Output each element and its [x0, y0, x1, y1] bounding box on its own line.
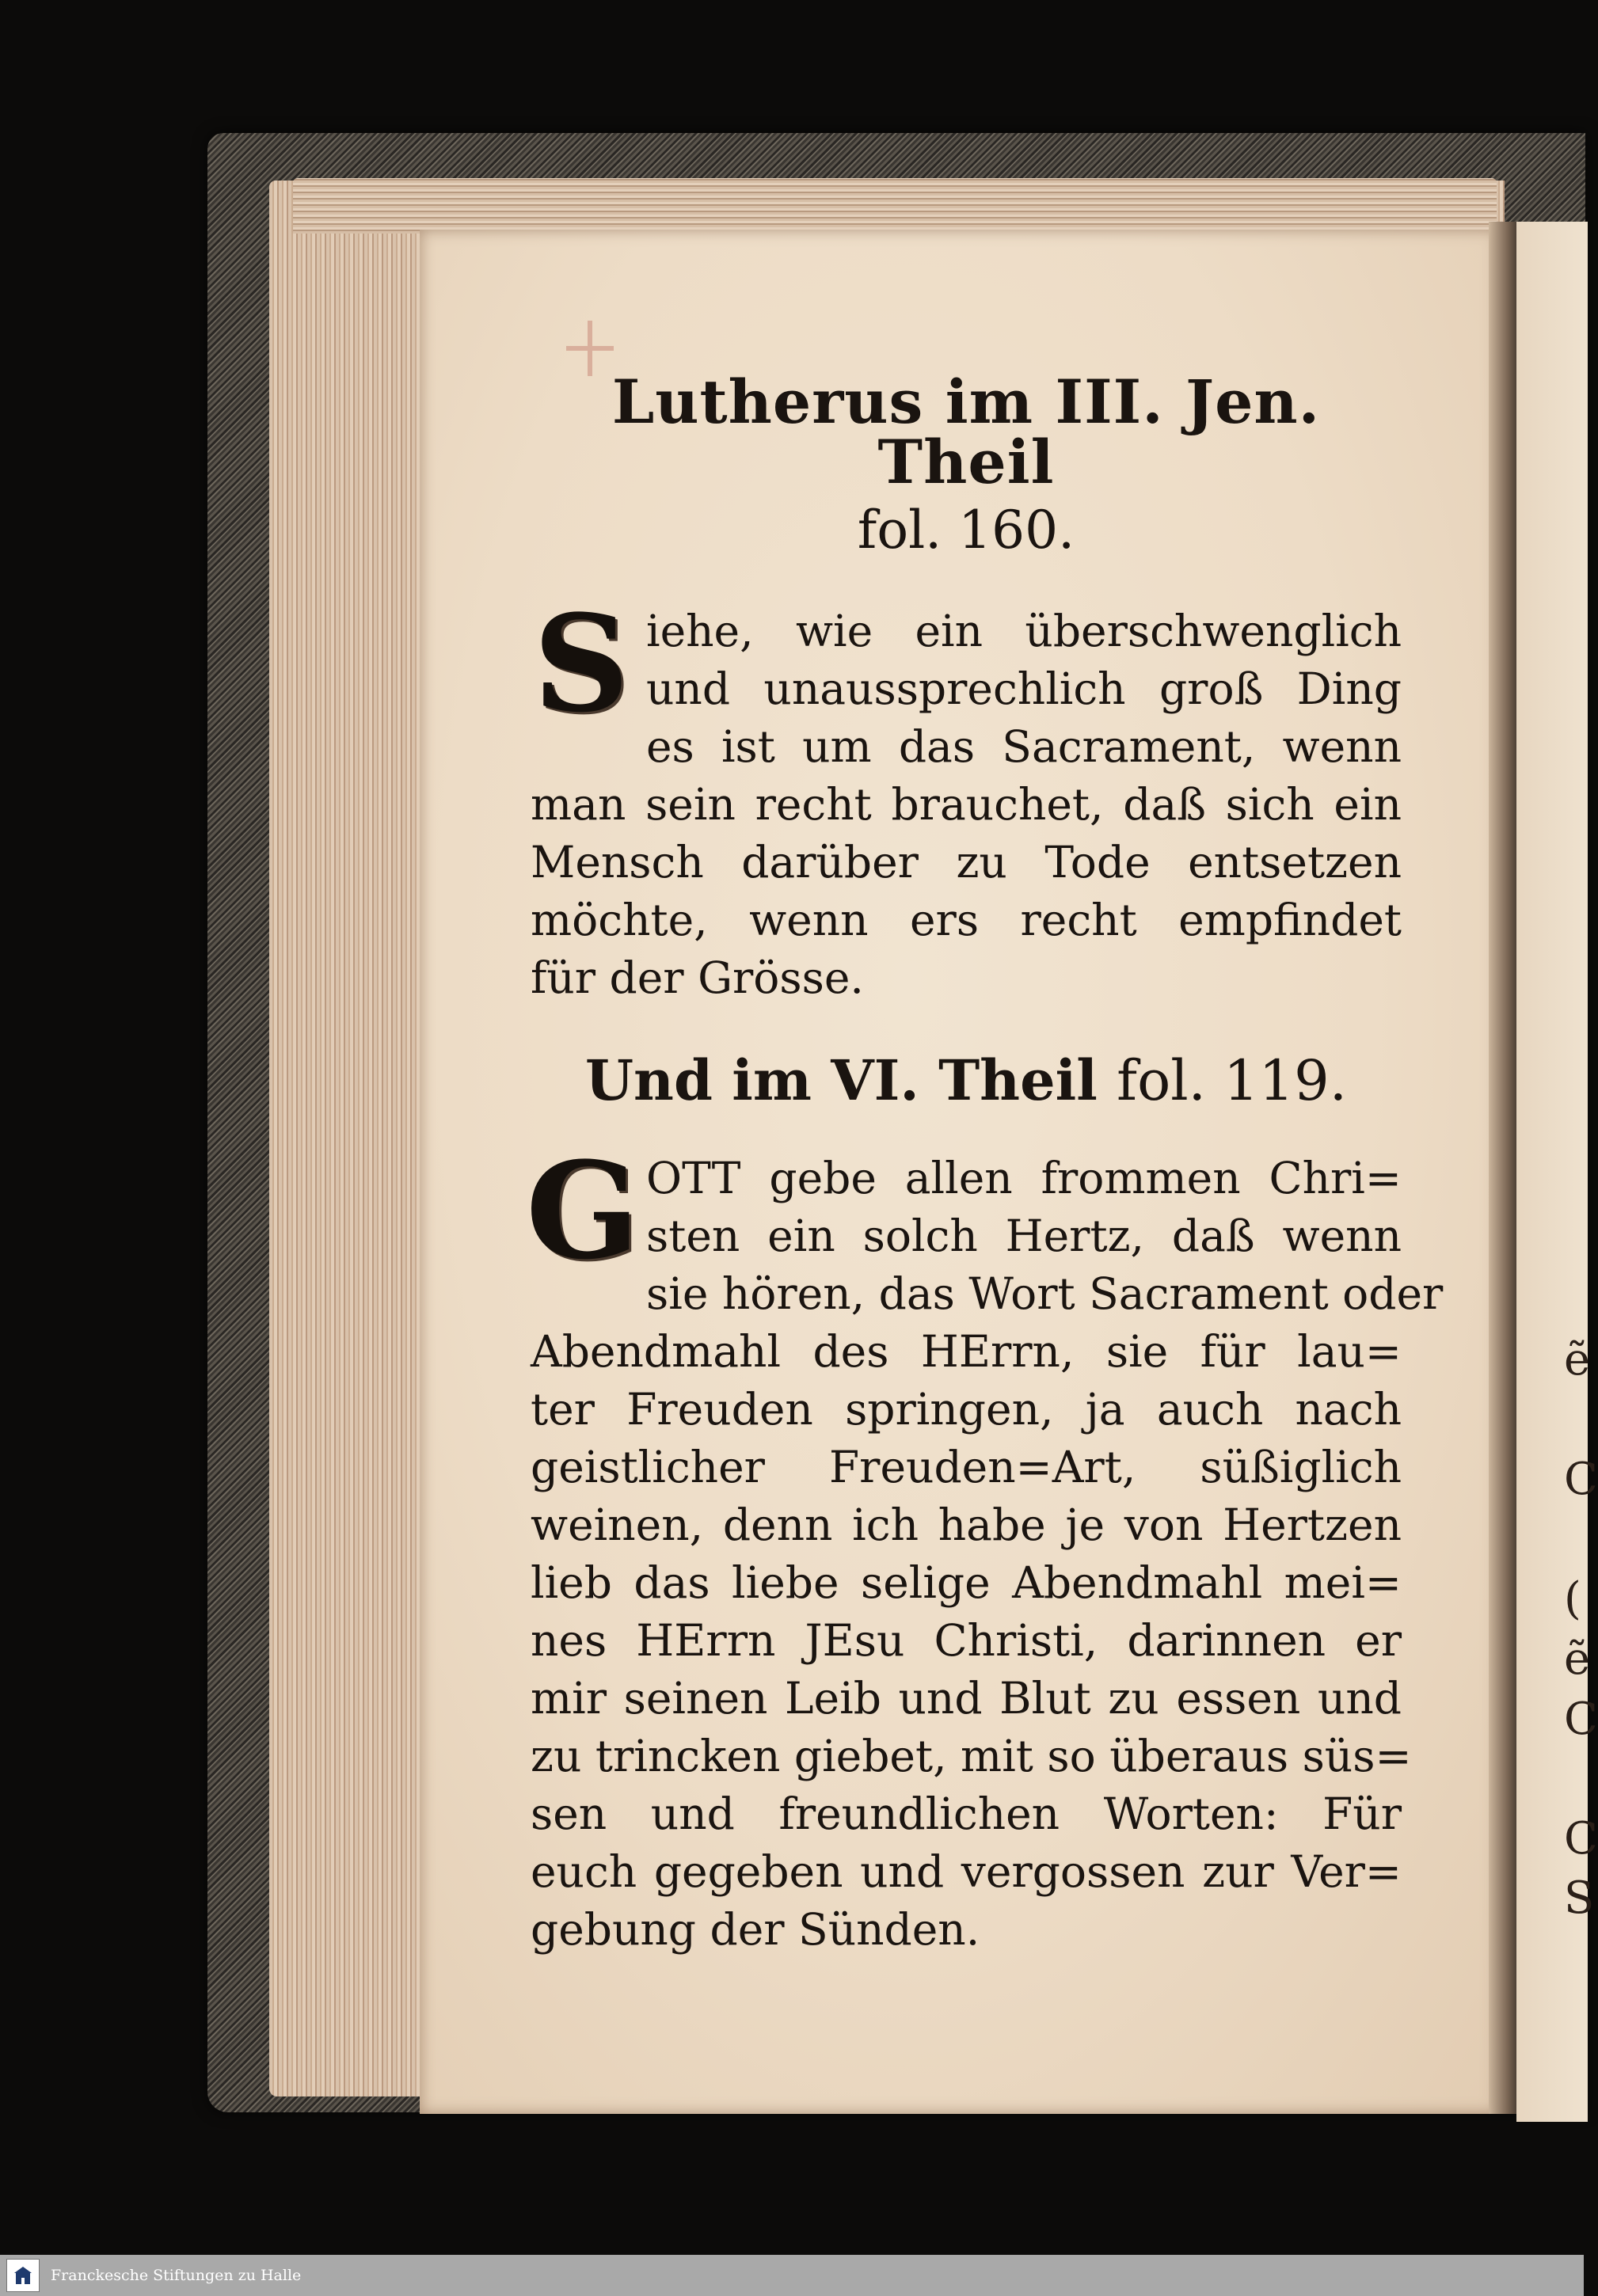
paragraph-2: [526, 1131, 1444, 1959]
paragraph-1: [531, 584, 1402, 1007]
text-line: möchte, wenn ers recht empfindet: [531, 894, 1402, 945]
text-line: mir seinen Leib und Blut zu essen und: [531, 1672, 1402, 1724]
text-line: iehe, wie ein überschwenglich: [646, 605, 1402, 656]
top-page-edge: [293, 178, 1497, 234]
text-line: es ist um das Sacrament, wenn: [646, 720, 1402, 772]
text-line: ter Freuden springen, ja auch nach: [531, 1383, 1402, 1435]
page-text: [526, 367, 1444, 1959]
viewer-footer: [0, 2255, 1584, 2296]
text-line: Abendmahl des HErrn, sie für lau=: [531, 1325, 1402, 1377]
text-line: geistlicher Freuden=Art, süßiglich: [531, 1441, 1402, 1492]
text-line: sie hören, das Wort Sacrament oder: [646, 1268, 1444, 1319]
page-heading-folio: fol. 160.: [857, 500, 1075, 561]
text-line: sen und freundlichen Worten: Für: [531, 1788, 1402, 1839]
text-line: nes HErrn JEsu Christi, darinnen er: [531, 1614, 1402, 1666]
text-line: euch gegeben und vergossen zur Ver=: [531, 1846, 1402, 1897]
institution-name: Franckesche Stiftungen zu Halle: [51, 2267, 302, 2284]
section-heading-title: Und im VI. Theil: [585, 1047, 1098, 1113]
next-page-marks: ẽ C ( ẽ C C S: [1564, 1334, 1598, 1925]
text-line: sten ein solch Hertz, daß wenn: [646, 1210, 1402, 1261]
page-heading: Lutherus im III. Jen. Theil: [611, 367, 1321, 497]
text-line: man sein recht brauchet, daß sich ein: [531, 778, 1402, 830]
text-line: weinen, denn ich habe je von Hertzen: [531, 1499, 1402, 1550]
section-heading: [531, 1047, 1402, 1113]
drop-cap-initial: G: [526, 1131, 640, 1289]
text-line: lieb das liebe selige Abendmahl mei=: [531, 1557, 1402, 1608]
text-line: und unaussprechlich groß Ding: [646, 663, 1402, 714]
book-gutter: [1489, 222, 1520, 2114]
text-line: OTT gebe allen frommen Chri=: [646, 1152, 1402, 1203]
building-icon: [11, 2264, 35, 2287]
text-line: für der Grösse.: [531, 952, 864, 1003]
text-line: gebung der Sünden.: [531, 1903, 980, 1955]
section-heading-folio: fol. 119.: [1117, 1047, 1347, 1113]
drop-cap-initial: S: [533, 584, 630, 742]
text-line: Mensch darüber zu Tode entsetzen: [531, 836, 1402, 888]
text-line: zu trincken giebet, mit so überaus süs=: [531, 1730, 1412, 1781]
institution-logo-icon[interactable]: [6, 2259, 40, 2292]
